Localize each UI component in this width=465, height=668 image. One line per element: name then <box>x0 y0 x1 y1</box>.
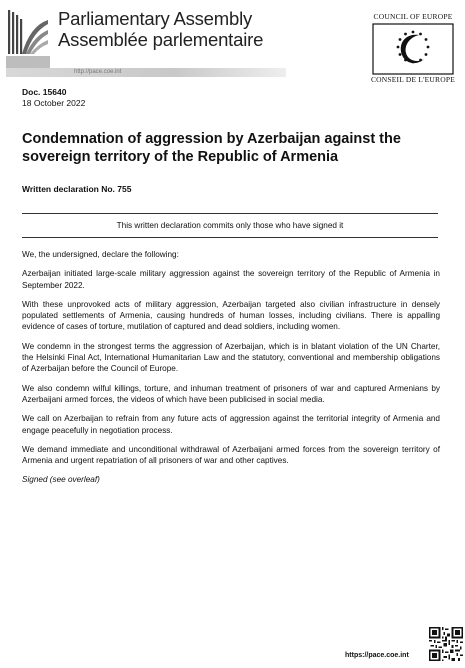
paragraph: With these unprovoked acts of military aggression, Azerbaijan targeted also civilian infrastructure in densely populated settlements of Armenia, causing hundreds of human losses, including civilians. There is appalling evidence of cases of torture, mutilation of captured and dead soldiers, including women. <box>22 299 440 332</box>
assembly-name <box>58 10 263 49</box>
paragraph: We call on Azerbaijan to refrain from any future acts of aggression against the territorial integrity of Armenia and engage peacefully in negotiation process. <box>22 414 440 435</box>
divider-top <box>22 213 438 214</box>
assembly-name-fr: Assemblée parlementaire <box>58 28 264 50</box>
council-of-europe-logo <box>370 12 456 84</box>
declaration-body <box>22 249 440 494</box>
signed-note: Signed (see overleaf) <box>22 475 100 485</box>
paragraph: We demand immediate and unconditional withdrawal of Azerbaijani armed forces from the sovereign territory of Armenia and urgent repatriation of all prisoners of war and other captives. <box>22 444 440 466</box>
council-of-europe-emblem-icon <box>372 23 454 75</box>
assembly-name-en: Parliamentary Assembly <box>58 8 253 29</box>
commitment-note: This written declaration commits only those who have signed it <box>116 221 344 230</box>
paragraph-intro: We, the undersigned, declare the following: <box>22 250 179 259</box>
qr-code-icon <box>429 627 463 661</box>
coe-name-fr: CONSEIL DE L'EUROPE <box>370 75 456 84</box>
coe-name-en: COUNCIL OF EUROPE <box>373 12 453 21</box>
paragraph: We condemn in the strongest terms the aggression of Azerbaijan, which is in blatant violation of the UN Charter, the Helsinki Final Act, International Humanitarian Law and the statutory, conventional and membership obligations of Azerbaijan before the Council of Europe. <box>22 341 440 374</box>
site-url-strip <box>6 68 286 77</box>
site-url[interactable]: http://pace.coe.int <box>74 69 122 75</box>
paragraph: We also condemn wilful killings, torture, and inhuman treatment of prisoners of war and captured Armenians by Azerbaijani armed forces, the videos of which have been publicised in social media. <box>22 383 440 404</box>
document-number: Doc. 15640 <box>22 87 67 97</box>
document-title: Condemnation of aggression by Azerbaijan against the sovereign territory of the Republic of Armenia <box>22 131 401 165</box>
divider-bottom <box>22 237 438 238</box>
document-date: 18 October 2022 <box>22 98 86 108</box>
paragraph: Azerbaijan initiated large-scale military aggression against the sovereign territory of the Republic of Armenia in September 2022. <box>22 269 440 290</box>
declaration-number: Written declaration No. 755 <box>22 184 132 194</box>
footer-url-link[interactable]: https://pace.coe.int <box>345 652 409 659</box>
pace-logo-icon <box>6 6 50 68</box>
